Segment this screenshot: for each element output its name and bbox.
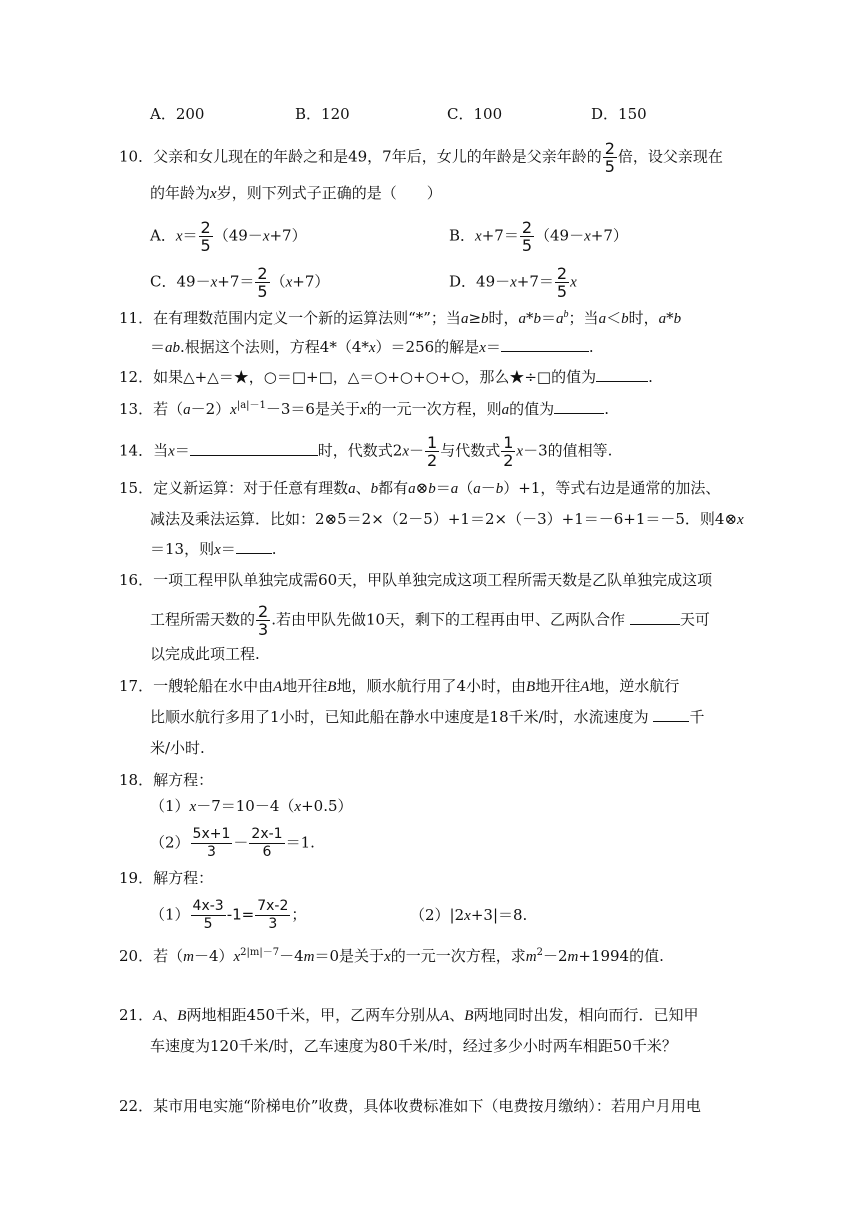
var: x	[359, 402, 367, 418]
q22-line1	[119, 1095, 701, 1117]
text: +7）	[292, 272, 330, 291]
fraction	[255, 265, 269, 300]
var: b	[673, 311, 682, 327]
text: +3|＝8.	[470, 906, 528, 924]
exponent: 2|m|－7	[240, 947, 280, 958]
text: ＜	[606, 309, 622, 327]
q18-part2	[150, 826, 315, 861]
text: （49－	[213, 226, 263, 245]
q15-number: 15．	[119, 479, 154, 497]
frac-den: 5	[521, 236, 533, 255]
q10-number: 10．	[119, 147, 154, 166]
var: b	[621, 311, 629, 327]
var-x: x	[510, 274, 517, 291]
fraction	[425, 434, 439, 469]
text: ＝	[150, 338, 166, 356]
answer-blank[interactable]	[236, 539, 272, 554]
text: 减法及乘法运算．比如：2⊗5＝2×（2－5）+1＝2×（－3）+1＝－6+1＝－5．则4⊗	[150, 510, 738, 528]
frac-num: 1	[503, 433, 514, 452]
q16-line2	[150, 603, 710, 638]
text: ≥	[468, 309, 482, 327]
frac-den: 5	[556, 282, 568, 301]
text: （2）|2	[410, 906, 465, 924]
frac-num: 1	[427, 433, 438, 452]
answer-blank[interactable]	[653, 707, 689, 722]
q10-option-a	[150, 219, 307, 254]
q10-line2	[150, 182, 442, 205]
var: a	[598, 311, 607, 327]
q19-title	[119, 867, 213, 889]
text: +7）	[269, 226, 307, 245]
var: a	[183, 402, 191, 418]
text: －2	[542, 947, 568, 965]
var-x: x	[210, 274, 218, 291]
text: （1）	[150, 797, 190, 815]
q21-line1	[119, 1004, 698, 1027]
var-x: x	[175, 228, 183, 245]
var: A	[273, 679, 283, 695]
opt-label: B．	[449, 226, 476, 245]
text: +1994的值.	[578, 947, 664, 965]
text: 车速度为120千米/时，乙车速度为80千米/时，经过多少小时两车相距50千米？	[150, 1037, 677, 1055]
text: 的一元一次方程，求	[390, 947, 526, 965]
text: －	[480, 479, 496, 497]
q10-text: 倍，设父亲现在	[617, 147, 723, 166]
q17-line1	[119, 675, 679, 698]
frac-num: 2	[200, 218, 211, 237]
frac-den: 6	[262, 844, 272, 860]
text: 一艘轮船在水中由	[153, 677, 274, 695]
text: ＝	[220, 540, 236, 558]
text: -1=	[226, 905, 255, 924]
var: A	[153, 1008, 163, 1024]
equals: ＝	[182, 226, 198, 245]
opt-label: D．49－	[449, 272, 511, 291]
text: ＝1.	[285, 833, 315, 852]
text: ）＝256的解是	[375, 338, 480, 356]
text: 的值为	[509, 400, 555, 418]
text: 时，	[488, 309, 519, 327]
text: 、	[162, 1006, 178, 1024]
q18-part1	[150, 795, 353, 818]
text: 解方程：	[153, 771, 214, 789]
var: a	[501, 402, 510, 418]
text: ；	[291, 905, 307, 924]
var: a	[408, 481, 416, 497]
q14	[119, 434, 612, 469]
var: x	[402, 443, 410, 460]
frac-den: 5	[257, 282, 268, 301]
exponent: b	[563, 309, 569, 320]
text: .根据这个法则，方程4*（4*	[180, 338, 369, 356]
q11-line2: ＝ab.根据这个法则，方程4*（4*x）＝256的解是x＝ .	[150, 338, 594, 356]
q19-number: 19．	[119, 869, 154, 887]
frac-num: 2x-1	[251, 826, 283, 842]
q18-title	[119, 769, 213, 791]
var: m	[303, 949, 315, 965]
text: +7＝	[516, 272, 554, 291]
text: 工程所需天数的	[150, 610, 256, 629]
text: －4）	[193, 947, 234, 965]
exponent: 2	[536, 947, 543, 958]
text: ＝	[435, 479, 451, 497]
q10-line1	[119, 140, 723, 175]
var: x	[168, 443, 175, 460]
text: （49－	[535, 226, 585, 245]
text: 天可	[679, 610, 710, 629]
text: 某市用电实施“阶梯电价”收费，具体收费标准如下（电费按月缴纳）：若用户月用电	[153, 1097, 701, 1115]
text: 与代数式	[440, 441, 501, 460]
var-x: x	[584, 228, 591, 245]
q17-line2	[150, 706, 704, 728]
var: m	[183, 949, 194, 965]
text: －2）	[190, 400, 231, 418]
var: x	[233, 949, 241, 965]
frac-den: 3	[268, 916, 278, 932]
text: 地，逆水航行	[589, 677, 680, 695]
var: x	[230, 402, 237, 418]
text: +7）	[590, 226, 628, 245]
var: b	[428, 481, 436, 497]
var: a	[518, 311, 527, 327]
q20	[119, 945, 664, 968]
var: B	[177, 1008, 187, 1024]
q10-text: 的年龄为	[150, 184, 211, 202]
frac-den: 3	[258, 620, 269, 639]
text: 两地相距450千米，甲，乙两车分别从	[186, 1006, 441, 1024]
var: b	[481, 311, 489, 327]
text: 在有理数范围内定义一个新的运算法则“*”；当	[153, 309, 461, 327]
q16-line1	[119, 569, 712, 591]
text: +0.5）	[301, 797, 353, 815]
answer-blank[interactable]	[630, 610, 680, 625]
q16-line3	[150, 643, 260, 665]
var: a	[556, 311, 564, 327]
text: 比顺水航行多用了1小时，已知此船在静水中速度是18千米/时，水流速度为	[150, 708, 649, 726]
var: x	[189, 799, 197, 815]
var: a	[658, 311, 667, 327]
text: ＝	[485, 338, 501, 356]
q10-option-d	[449, 265, 577, 300]
text: －4	[279, 947, 304, 965]
text: （	[458, 479, 474, 497]
text: ＝	[541, 309, 557, 327]
text: 都有	[378, 479, 409, 497]
fraction	[501, 434, 515, 469]
frac-num: 2	[521, 218, 533, 237]
var-x: x	[475, 228, 482, 245]
text: 如果△+△＝★，○＝□+□，△＝○+○+○+○，那么★÷□的值为	[153, 368, 597, 386]
q20-number: 20．	[119, 947, 154, 965]
var: a	[460, 311, 469, 327]
q12-number: 12．	[119, 368, 154, 386]
q10-text: 父亲和女儿现在的年龄之和是49，7年后，女儿的年龄是父亲年龄的	[153, 147, 602, 166]
text: ＝	[174, 441, 190, 460]
text: ；当	[568, 309, 599, 327]
text: 当	[153, 441, 169, 460]
var: A	[440, 1008, 450, 1024]
answer-blank[interactable]	[501, 337, 589, 352]
var: x	[368, 340, 376, 356]
text: ）+1，等式右边是通常的加法、	[503, 479, 721, 497]
text: －3的值相等.	[523, 441, 613, 460]
q15-line3	[150, 538, 277, 561]
text: （2）	[150, 833, 190, 852]
var: a	[450, 481, 459, 497]
frac-num: 2	[556, 264, 568, 283]
text: *	[666, 309, 674, 327]
q19-part2	[410, 904, 527, 927]
fraction	[199, 219, 213, 254]
q17-line3	[150, 737, 205, 759]
var: A	[580, 679, 590, 695]
frac-den: 5	[203, 916, 213, 932]
text: +7＝	[481, 226, 519, 245]
fraction	[191, 898, 226, 933]
q15-line2	[150, 508, 744, 531]
text: 千	[689, 708, 705, 726]
fraction	[256, 603, 270, 638]
var: B	[464, 1008, 474, 1024]
text: 若（	[153, 947, 184, 965]
text: 米/小时.	[150, 739, 205, 757]
q13	[119, 398, 609, 421]
text: －7＝10－4（	[196, 797, 295, 815]
text: .	[271, 540, 277, 558]
text: *	[526, 309, 534, 327]
text: 以完成此项工程.	[150, 645, 260, 663]
text: （1）	[150, 905, 190, 924]
text: 的一元一次方程，则	[366, 400, 502, 418]
frac-num: 5x+1	[192, 826, 231, 842]
opt-label: A．	[150, 226, 176, 245]
text: －	[409, 441, 425, 460]
q10-option-b	[449, 219, 628, 254]
text: －	[233, 833, 249, 852]
fraction	[249, 826, 284, 861]
text: +7＝	[217, 272, 255, 291]
var: x	[516, 443, 524, 460]
q16-number: 16．	[119, 571, 154, 589]
q9-option-c: C．100	[447, 105, 503, 123]
text: －3＝6是关于	[265, 400, 360, 418]
fraction	[555, 265, 569, 300]
var: x	[214, 542, 221, 558]
opt-label: C．49－	[150, 272, 211, 291]
var: a	[348, 481, 356, 497]
frac-den: 5	[200, 236, 211, 255]
var-x: x	[570, 274, 577, 291]
q10-option-c	[150, 265, 329, 300]
q21-line2	[150, 1035, 677, 1057]
var: b	[495, 481, 504, 497]
frac-num: 7x-2	[257, 898, 289, 914]
text: 定义新运算：对于任意有理数	[153, 479, 349, 497]
q15-line1	[119, 477, 720, 500]
q11-line1	[119, 307, 681, 330]
text: 时，代数式2	[317, 441, 403, 460]
var: ab	[165, 340, 181, 356]
text: .	[648, 368, 653, 386]
text: .	[604, 400, 609, 418]
var: B	[327, 679, 337, 695]
q11-number: 11．	[119, 309, 154, 327]
var: x	[737, 512, 744, 528]
frac-num: 4x-3	[192, 898, 224, 914]
var-x: x	[262, 228, 270, 245]
q9-option-b: B．120	[295, 105, 350, 123]
text: 时，	[628, 309, 659, 327]
text: 地，顺水航行用了4小时，由	[336, 677, 527, 695]
text: 、	[355, 479, 371, 497]
var: b	[533, 311, 542, 327]
q12	[119, 366, 653, 388]
text: 一项工程甲队单独完成需60天，甲队单独完成这项工程所需天数是乙队单独完成这项	[153, 571, 713, 589]
q18-number: 18．	[119, 771, 154, 789]
var: x	[384, 949, 391, 965]
q10-fraction	[603, 140, 617, 175]
frac-den: 2	[503, 451, 514, 470]
var: b	[370, 481, 379, 497]
var: x	[479, 340, 486, 356]
fraction	[191, 826, 233, 861]
q19-part1	[150, 898, 306, 933]
answer-blank[interactable]	[190, 441, 318, 456]
text: 地开往	[535, 677, 581, 695]
q10-text: 岁，则下列式子正确的是（ ）	[216, 184, 442, 202]
frac-num: 2	[604, 139, 615, 158]
var: B	[526, 679, 536, 695]
text: （	[270, 272, 286, 291]
var: m	[567, 949, 579, 965]
frac-den: 2	[427, 451, 438, 470]
text: 地开往	[282, 677, 328, 695]
q14-number: 14．	[119, 441, 154, 460]
exponent: |a|－1	[236, 400, 266, 411]
q9-option-a: A．200	[150, 105, 205, 123]
q13-number: 13．	[119, 400, 154, 418]
text: ＝0是关于	[314, 947, 385, 965]
q10-var: x	[210, 186, 217, 202]
text: ＝13，则	[150, 540, 215, 558]
text: .若由甲队先做10天，剩下的工程再由甲、乙两队合作	[271, 610, 626, 629]
text: 若（	[153, 400, 184, 418]
answer-blank[interactable]	[554, 399, 604, 414]
var-x: x	[285, 274, 293, 291]
var: x	[464, 908, 471, 924]
var: m	[525, 949, 537, 965]
text: 、	[449, 1006, 465, 1024]
frac-num: 2	[258, 602, 269, 621]
q22-number: 22．	[119, 1097, 154, 1115]
frac-den: 3	[207, 844, 216, 860]
var: x	[294, 799, 302, 815]
frac-num: 2	[257, 264, 268, 283]
q9-option-d: D．150	[591, 105, 647, 123]
q21-number: 21．	[119, 1006, 154, 1024]
text: 两地同时出发，相向而行．已知甲	[473, 1006, 699, 1024]
fraction	[520, 219, 534, 254]
frac-den: 5	[604, 157, 615, 176]
fraction	[255, 898, 290, 933]
q17-number: 17．	[119, 677, 154, 695]
text: 解方程：	[153, 869, 214, 887]
answer-blank[interactable]	[596, 367, 648, 382]
text: ⊗	[415, 479, 429, 497]
var: a	[473, 481, 481, 497]
